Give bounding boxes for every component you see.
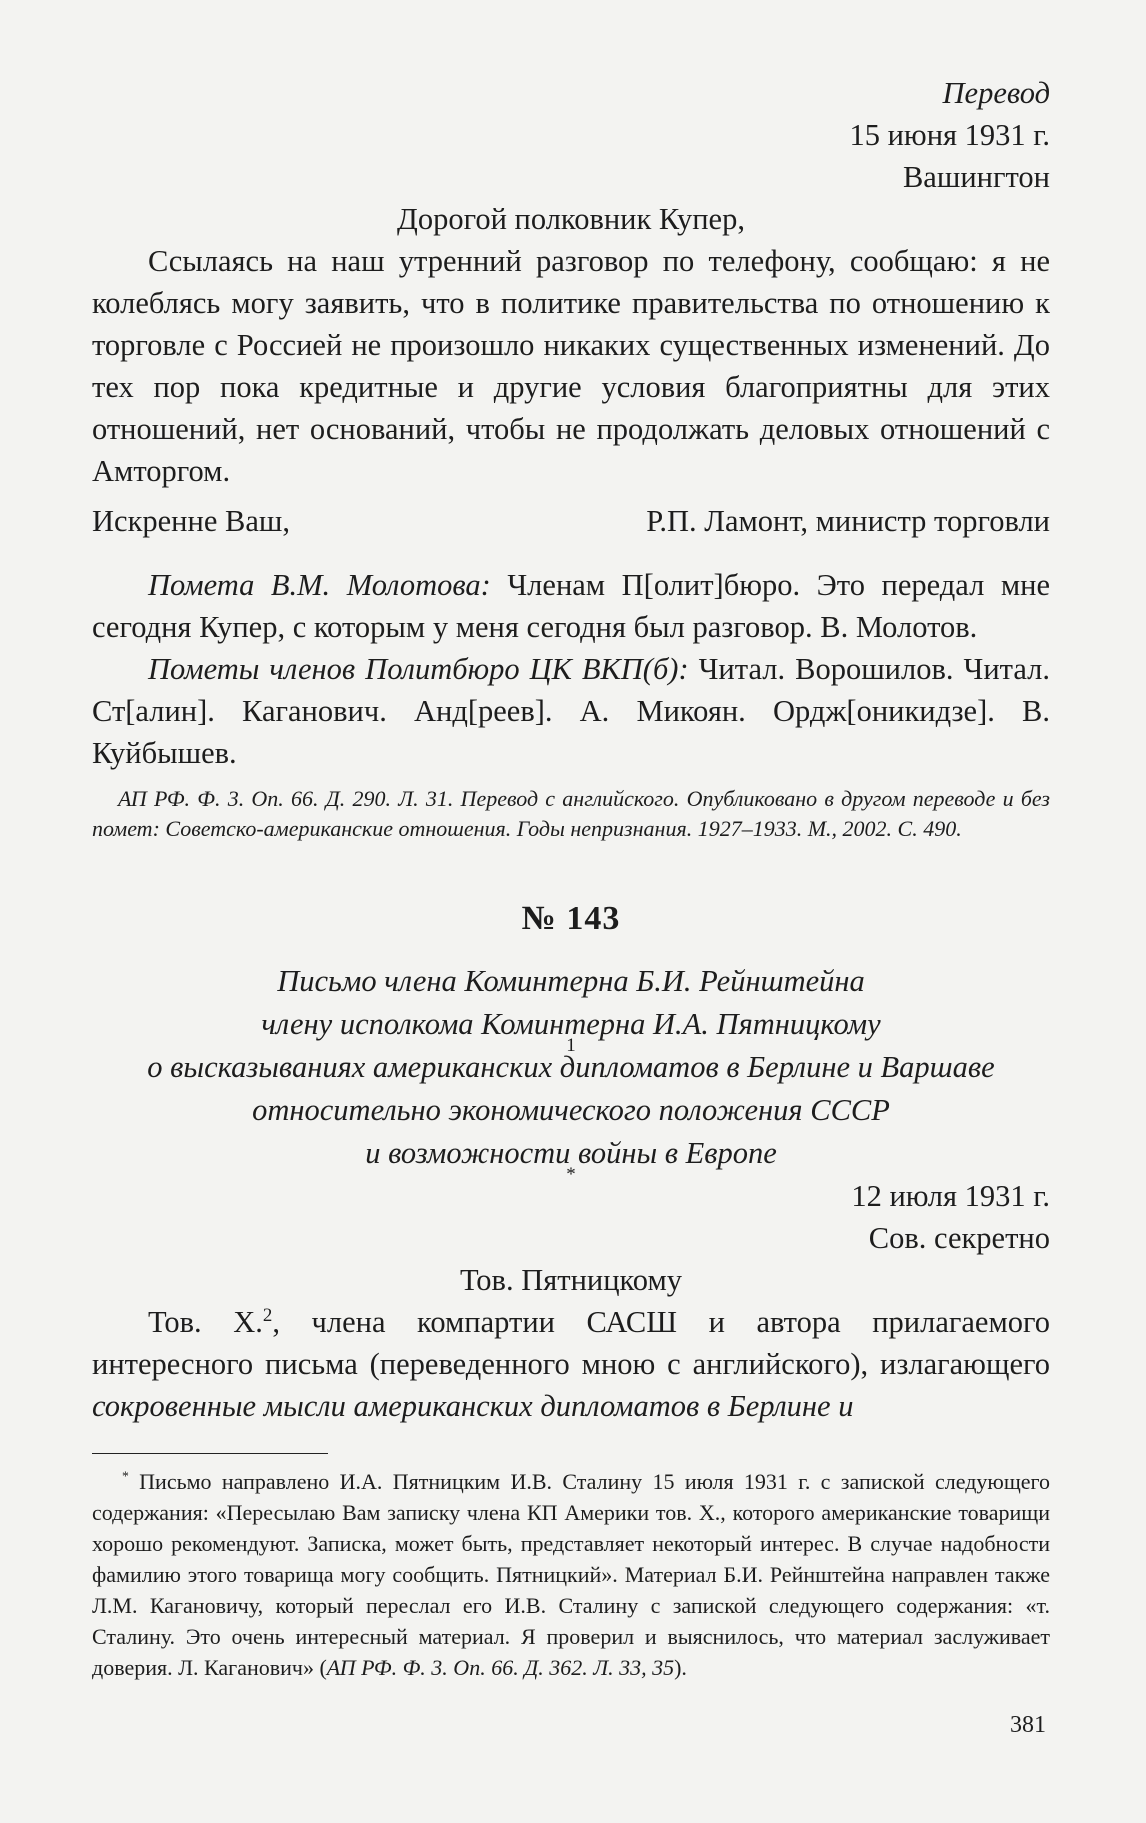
letter-closing: Искренне Ваш,	[92, 504, 290, 538]
politburo-note	[92, 648, 1050, 774]
letter-salutation: Дорогой полковник Купер,	[397, 202, 745, 236]
document-number: № 143	[521, 900, 621, 937]
title-line-4: относительно экономического положения СССР	[252, 1093, 890, 1127]
footnote-text-1: Письмо направлено И.А. Пятницким И.В. Сталину 15 июля 1931 г. с запиской следующего содержания: «Пересылаю Вам записку члена КП Америки тов. Х., которого американские товарищи хорошо рекомендуют. Записка, может быть, представляет некоторый интерес. В случае надобности фамилию этого товарища могу сообщить. Пятницкий». Материал Б.И. Рейнштейна направлен также Л.М. Кагановичу, который переслал его И.В. Сталину с запиской следующего содержания: «т. Сталину. Это очень интересный материал. Я проверил и выяснилось, что материал заслуживает доверия. Л. Каганович» (	[92, 1469, 1050, 1680]
footnote-ref-2: 2	[262, 1304, 273, 1326]
molotov-note	[92, 564, 1050, 648]
molotov-note-text: Членам П[олит]бюро. Это передал мне сегодня Купер, с которым у меня сегодня был разговор. В. Молотов.	[92, 568, 1050, 644]
title-line-1: Письмо члена Коминтерна Б.И. Рейнштейна	[277, 964, 865, 998]
footnote	[92, 1466, 1050, 1683]
page-number: 381	[1010, 1712, 1046, 1738]
doc-classification: Сов. секретно	[868, 1221, 1050, 1255]
doc-body	[92, 1301, 1050, 1427]
footnote-archive-ref: АП РФ. Ф. 3. Оп. 66. Д. 362. Л. 33, 35	[326, 1655, 675, 1680]
letter-body: Ссылаясь на наш утренний разговор по телефону, сообщаю: я не колеблясь могу заявить, что в политике правительства по отношению к торговле с Россией не произошло никаких существенных изменений. До тех пор пока кредитные и другие условия благоприятны для этих отношений, нет оснований, чтобы не продолжать деловых отношений с Амторгом.	[92, 244, 1050, 488]
doc-body-start: Тов. Х.	[148, 1305, 263, 1339]
letter-signature: Р.П. Ламонт, министр торговли	[646, 504, 1050, 538]
document-title	[92, 960, 1050, 1185]
doc-addressee: Тов. Пятницкому	[459, 1263, 683, 1297]
doc-body-mid: , члена компартии САСШ и автора прилагаемого интересного письма (переведенного мною с английского), излагающего	[92, 1305, 1051, 1381]
main-text	[92, 72, 1050, 1683]
footnote-divider	[92, 1453, 328, 1454]
doc-date: 12 июля 1931 г.	[851, 1179, 1050, 1213]
molotov-note-label: Помета В.М. Молотова:	[148, 568, 491, 602]
title-line-5: и возможности войны в Европе *	[92, 1132, 1050, 1175]
title-line-3: о высказываниях американских дипломатов в Берлине и Варшаве	[147, 1050, 995, 1084]
archive-source: АП РФ. Ф. 3. Оп. 66. Д. 290. Л. 31. Перевод с английского. Опубликовано в другом переводе и без помет: Советско-американские отношения. Годы непризнания. 1927–1933. М., 2002. С. 490.	[92, 786, 1050, 841]
letter-signature-line	[92, 500, 1050, 542]
footnote-text-2: ).	[674, 1655, 687, 1680]
politburo-note-label: Пометы членов Политбюро ЦК ВКП(б):	[148, 652, 689, 686]
title-line-2-text: члену исполкома Коминтерна И.А. Пятницкому	[261, 1007, 881, 1041]
title-line-5-text: и возможности войны в Европе	[365, 1136, 777, 1170]
letter-place: Вашингтон	[902, 160, 1050, 194]
translation-mark: Перевод	[942, 76, 1050, 110]
doc-body-italic: сокровенные мысли американских дипломатов в Берлине и	[92, 1389, 854, 1423]
footnote-marker: *	[122, 1468, 129, 1484]
letter-date: 15 июня 1931 г.	[849, 118, 1050, 152]
politburo-note-text: Читал. Ворошилов. Читал. Ст[алин]. Каганович. Анд[реев]. А. Микоян. Ордж[оникидзе]. В. Куйбышев.	[92, 652, 1050, 770]
notes-block	[92, 564, 1050, 774]
title-line-2: члену исполкома Коминтерна И.А. Пятницкому 1	[92, 1003, 1050, 1046]
